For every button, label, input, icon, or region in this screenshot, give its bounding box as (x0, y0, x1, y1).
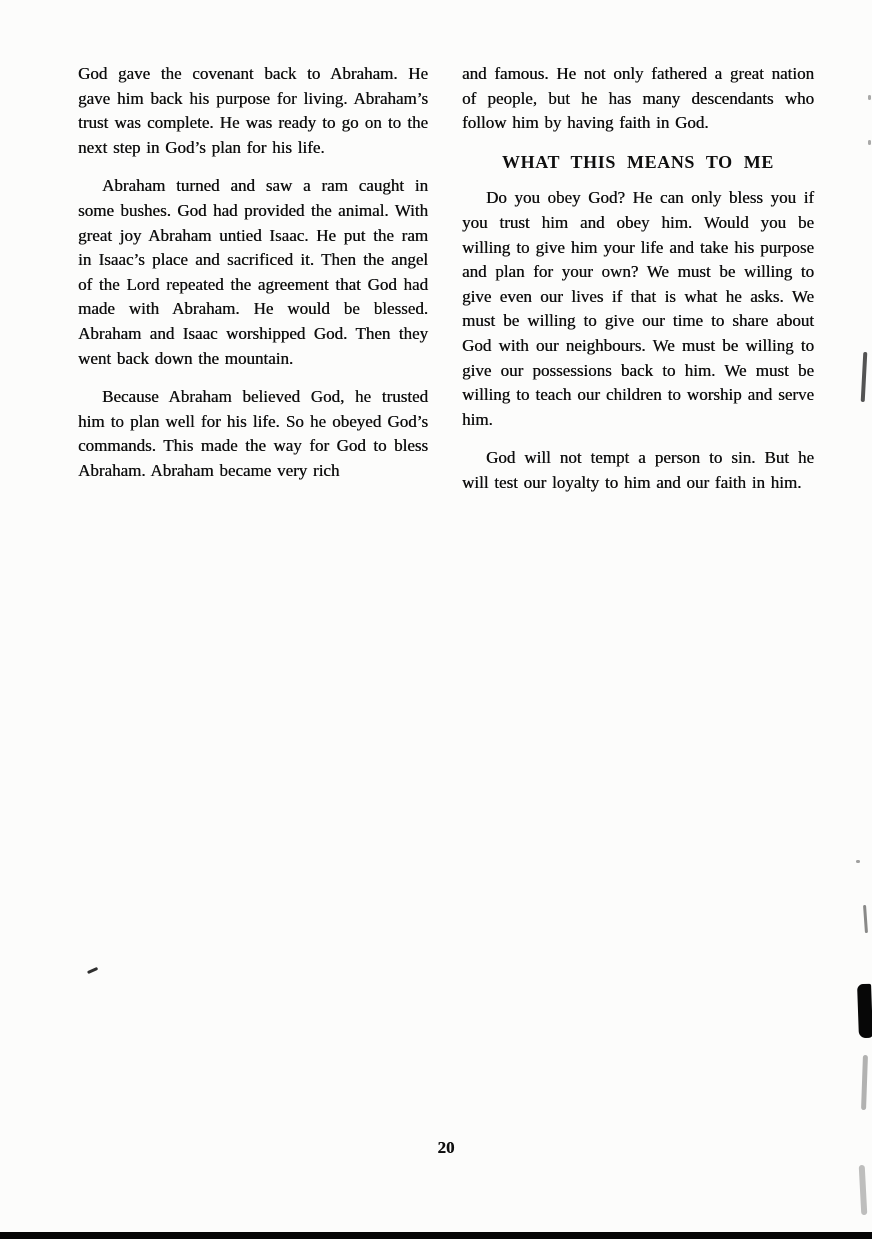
paragraph: Abraham turned and saw a ram caught in some bushes. God had provided the animal. With great joy Abraham untied Isaac. He put the ram in Isaac’s place and sacrificed it. Then the angel of the Lord repeated the agreement that God had made with Abraham. He would be blessed. Abraham and Isaac worshipped God. Then they went back down the mountain. (78, 176, 428, 368)
left-column (78, 62, 428, 498)
paragraph: Do you obey God? He can only bless you if you trust him and obey him. Would you be willing to give him your life and take his purpose and plan for your own? We must be willing to give even our lives if that is what he asks. We must be willing to give our time to share about God with our neighbours. We must be willing to give our possessions back to him. We must be willing to teach our children to worship and serve him. (462, 188, 814, 429)
pen-mark (87, 967, 98, 974)
paragraph: God will not tempt a person to sin. But he will test our loyalty to him and our faith in him. (462, 448, 814, 492)
scan-ink-blob (857, 984, 872, 1038)
section-heading: WHAT THIS MEANS TO ME (502, 151, 774, 172)
scan-scratch (861, 1055, 868, 1110)
paragraph: Because Abraham believed God, he trusted him to plan well for his life. So he obeyed God’s commands. This made the way for God to bless Abraham. Abraham became very rich (78, 387, 428, 480)
paragraph: God gave the covenant back to Abraham. He gave him back his purpose for living. Abraham’s trust was complete. He was ready to go on to the next step in God’s plan for his life. (78, 64, 428, 157)
scan-scratch (863, 905, 868, 933)
scan-scratch (861, 352, 868, 402)
scan-speck (868, 95, 871, 100)
paragraph: and famous. He not only fathered a great nation of people, but he has many descendants who follow him by having faith in God. (462, 64, 814, 133)
right-column (462, 62, 814, 510)
scan-scratch (859, 1165, 868, 1215)
scan-speck (868, 140, 871, 145)
scan-edge-bar-bottom (0, 1232, 872, 1239)
page-number: 20 (437, 1138, 455, 1157)
scan-speck (856, 860, 860, 863)
